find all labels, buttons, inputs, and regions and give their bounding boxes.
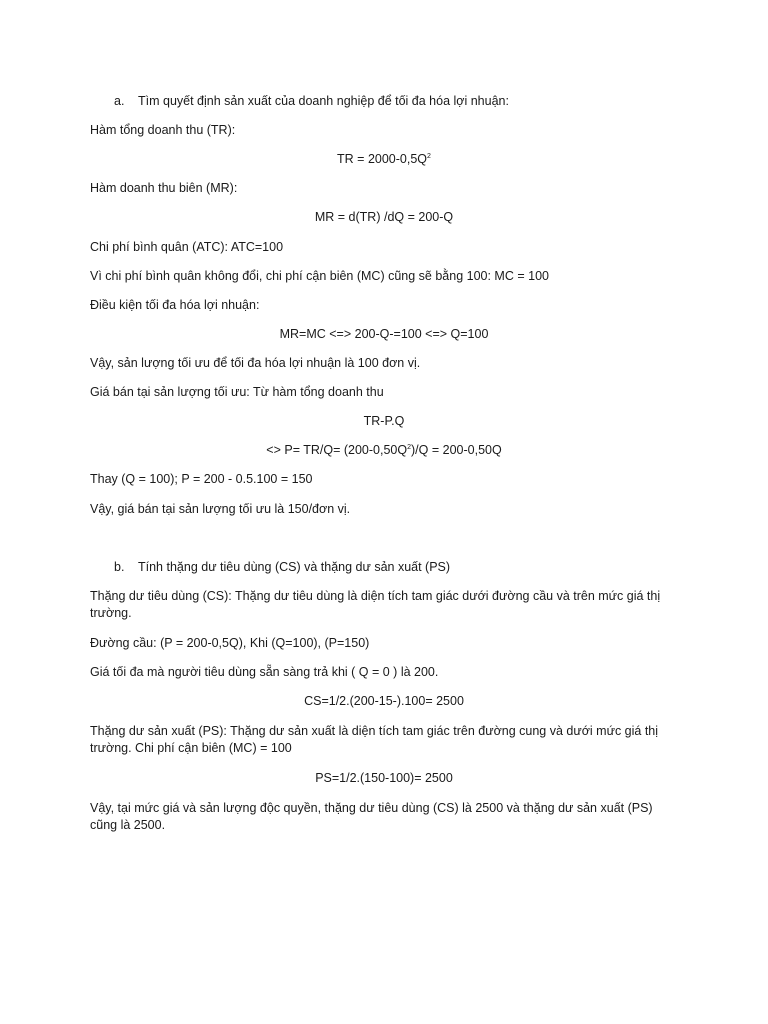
atc-line: Chi phí bình quân (ATC): ATC=100 xyxy=(90,240,284,254)
price-formula xyxy=(90,442,678,459)
price-title: Giá bán tại sản lượng tối ưu: Từ hàm tổng doanh thu xyxy=(90,385,384,399)
cs-definition: Thặng dư tiêu dùng (CS): Thặng dư tiêu dùng là diện tích tam giác dưới đường cầu và trên mức giá thị trường. xyxy=(90,589,661,620)
price-formula-part-b: )/Q = 200-0,50Q xyxy=(411,443,502,457)
section-b-label: b. xyxy=(114,560,125,574)
condition-title: Điều kiện tối đa hóa lợi nhuận: xyxy=(90,298,260,312)
mr-title: Hàm doanh thu biên (MR): xyxy=(90,181,238,195)
substitute-line: Thay (Q = 100); P = 200 - 0.5.100 = 150 xyxy=(90,472,313,486)
ps-formula: PS=1/2.(150-100)= 2500 xyxy=(315,771,453,785)
ps-definition: Thặng dư sản xuất (PS): Thặng dư sản xuất là diện tích tam giác trên đường cung và dưới mức giá thị trường. Chi phí cận biên (MC) = 100 xyxy=(90,724,659,755)
section-b-heading xyxy=(114,559,678,576)
price-conclusion: Vậy, giá bán tại sản lượng tối ưu là 150/đơn vị. xyxy=(90,502,351,516)
section-a-heading xyxy=(114,93,678,110)
mr-formula: MR = d(TR) /dQ = 200-Q xyxy=(314,210,454,224)
demand-line: Đường cầu: (P = 200-0,5Q), Khi (Q=100), (P=150) xyxy=(90,636,370,650)
tr-formula-text: TR = 2000-0,5Q xyxy=(337,152,428,166)
tr-formula xyxy=(90,151,678,168)
tr-formula-exponent: 2 xyxy=(427,153,431,160)
price-formula-part-a: <> P= TR/Q= (200-0,50Q xyxy=(266,443,408,457)
cs-formula: CS=1/2.(200-15-).100= 2500 xyxy=(304,694,464,708)
price-formula-exponent: 2 xyxy=(407,444,412,451)
section-b-heading-text: Tính thặng dư tiêu dùng (CS) và thặng dư sản xuất (PS) xyxy=(138,560,451,574)
mc-line: Vì chi phí bình quân không đổi, chi phí cận biên (MC) cũng sẽ bằng 100: MC = 100 xyxy=(90,269,549,283)
section-a-label: a. xyxy=(114,94,125,108)
section-a-heading-text: Tìm quyết định sản xuất của doanh nghiệp để tối đa hóa lợi nhuận: xyxy=(138,94,509,108)
tr-title: Hàm tổng doanh thu (TR): xyxy=(90,123,236,137)
tr-pq-formula: TR-P.Q xyxy=(363,414,405,428)
quantity-conclusion: Vậy, sản lượng tối ưu để tối đa hóa lợi nhuận là 100 đơn vị. xyxy=(90,356,421,370)
max-price-line: Giá tối đa mà người tiêu dùng sẵn sàng trả khi ( Q = 0 ) là 200. xyxy=(90,665,439,679)
condition-formula: MR=MC <=> 200-Q-=100 <=> Q=100 xyxy=(279,327,489,341)
final-conclusion: Vậy, tại mức giá và sản lượng độc quyền, thặng dư tiêu dùng (CS) là 2500 và thặng dư sản xuất (PS) cũng là 2500. xyxy=(90,801,653,832)
